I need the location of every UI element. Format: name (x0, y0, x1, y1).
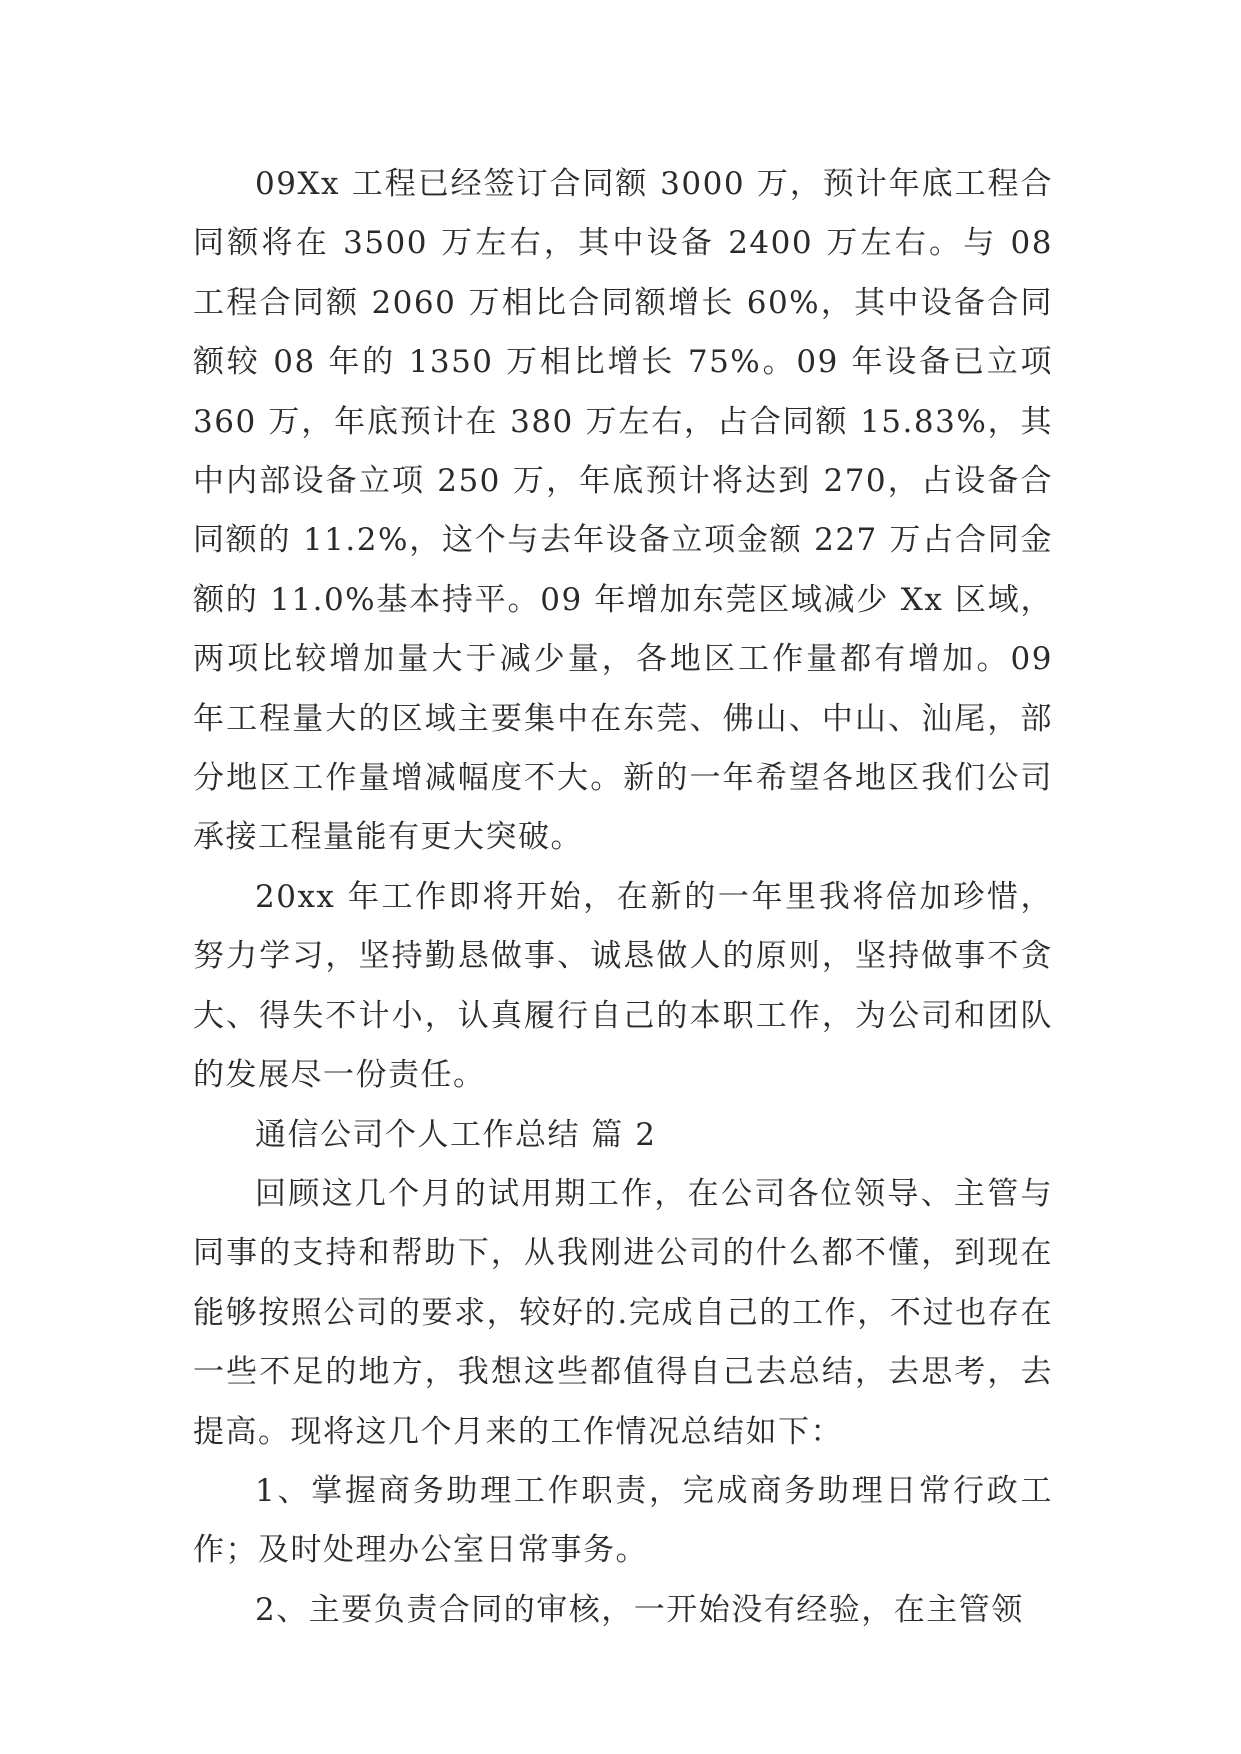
document-body (193, 155, 1053, 1640)
paragraph-project-summary: 09Xx 工程已经签订合同额 3000 万，预计年底工程合同额将在 3500 万左右，其中设备 2400 万左右。与 08 工程合同额 2060 万相比合同额增长 60%，其中设备合同额较 08 年的 1350 万相比增长 75%。09 年设备已立项 360 万，年底预计在 380 万左右，占合同额 15.83%，其中内部设备立项 250 万，年底预计将达到 270，占设备合同额的 11.2%，这个与去年设备立项金额 227 万占合同金额的 11.0%基本持平。09 年增加东莞区域减少 Xx 区域，两项比较增加量大于减少量，各地区工作量都有增加。09 年工程量大的区域主要集中在东莞、佛山、中山、汕尾，部分地区工作量增减幅度不大。新的一年希望各地区我们公司承接工程量能有更大突破。 (193, 166, 1053, 856)
list-item-1: 1、掌握商务助理工作职责，完成商务助理日常行政工作；及时处理办公室日常事务。 (193, 1472, 1053, 1569)
section-heading: 通信公司个人工作总结 篇 2 (255, 1116, 657, 1153)
paragraph-review-intro: 回顾这几个月的试用期工作，在公司各位领导、主管与同事的支持和帮助下，从我刚进公司的什么都不懂，到现在能够按照公司的要求，较好的.完成自己的工作，不过也存在一些不足的地方，我想这些都值得自己去总结，去思考，去提高。现将这几个月来的工作情况总结如下： (193, 1175, 1053, 1450)
paragraph-new-year-plan: 20xx 年工作即将开始，在新的一年里我将倍加珍惜，努力学习，坚持勤恳做事、诚恳做人的原则，坚持做事不贪大、得失不计小，认真履行自己的本职工作，为公司和团队的发展尽一份责任。 (193, 878, 1053, 1094)
list-item-2: 2、主要负责合同的审核，一开始没有经验，在主管领 (255, 1591, 1024, 1628)
